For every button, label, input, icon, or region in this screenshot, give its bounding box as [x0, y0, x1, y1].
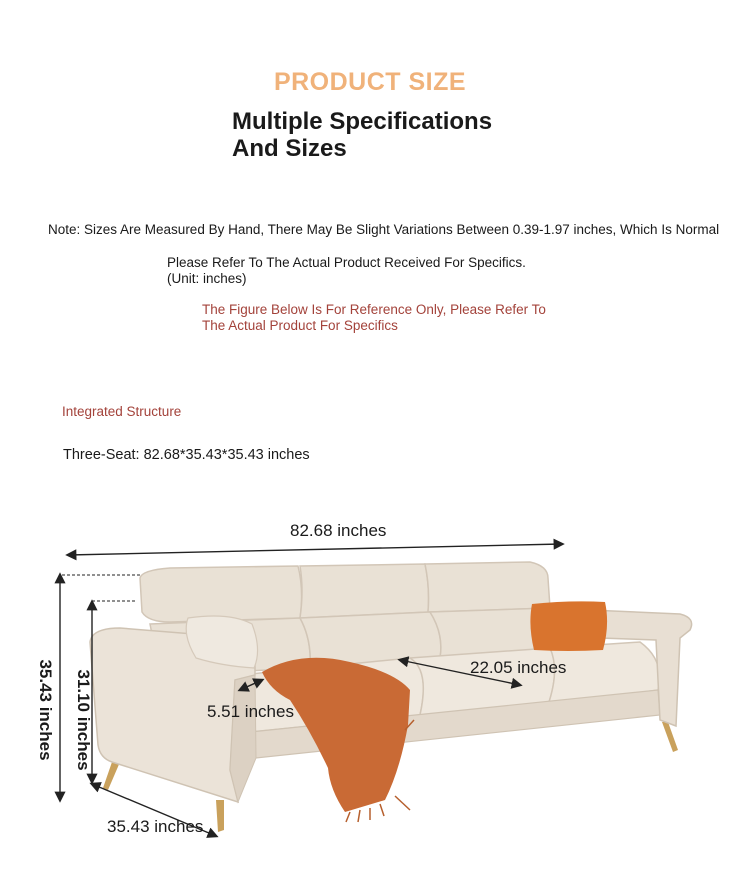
seat-depth-dimension-label: 22.05 inches [470, 658, 567, 677]
headline-line-2: And Sizes [232, 135, 347, 162]
reference-note [202, 302, 546, 334]
reference-line-1: The Figure Below Is For Reference Only, Please Refer To [202, 302, 546, 317]
orange-pillow [530, 601, 607, 651]
measurement-note: Note: Sizes Are Measured By Hand, There May Be Slight Variations Between 0.39-1.97 inches, Which Is Normal [48, 222, 720, 237]
structure-label: Integrated Structure [62, 404, 182, 419]
section-kicker: PRODUCT SIZE [273, 68, 467, 96]
width-dimension-label: 82.68 inches [290, 521, 387, 540]
reference-line-2: The Actual Product For Specifics [202, 318, 398, 333]
headline-line-1: Multiple Specifications [232, 108, 493, 135]
spec-label: Three-Seat: 82.68*35.43*35.43 inches [63, 447, 310, 463]
refer-line-1: Please Refer To The Actual Product Received For Specifics. [167, 255, 526, 270]
refer-line-2: (Unit: inches) [167, 271, 247, 286]
refer-note [167, 255, 526, 287]
page-headline [232, 108, 492, 162]
seat-height-dimension-label: 5.51 inches [207, 702, 294, 721]
overall-depth-dimension-label: 35.43 inches [107, 817, 204, 836]
back-height-dimension-label: 31.10 inches [74, 669, 93, 771]
total-height-dimension-label: 35.43 inches [36, 659, 55, 761]
